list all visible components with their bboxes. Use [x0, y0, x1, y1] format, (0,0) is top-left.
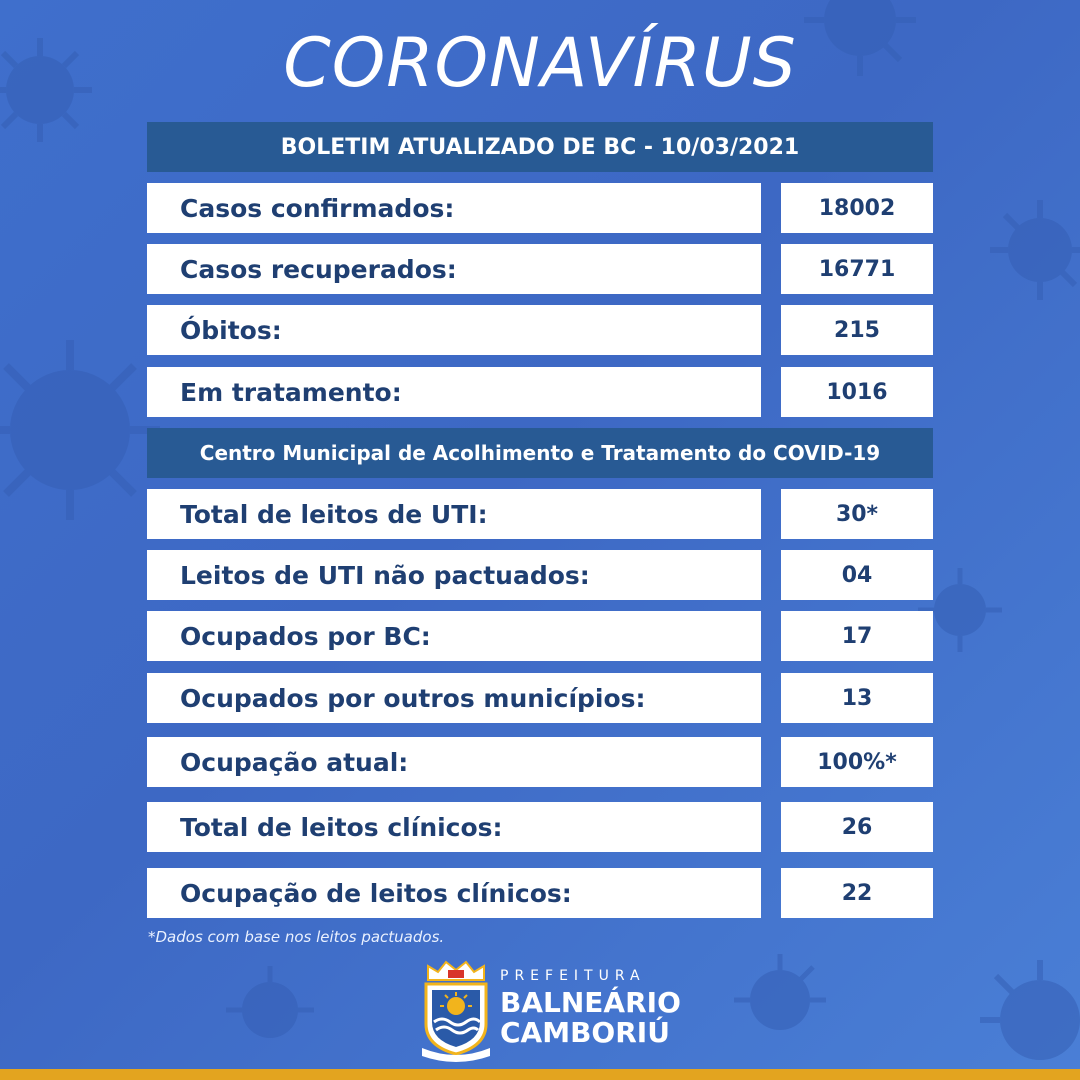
bed-label: Ocupação atual: [147, 737, 761, 787]
page-title: CORONAVÍRUS [283, 24, 797, 103]
bed-label: Ocupados por BC: [147, 611, 761, 661]
bed-label: Leitos de UTI não pactuados: [147, 550, 761, 600]
stat-value: 1016 [781, 367, 933, 417]
prefeitura-label: PREFEITURA [500, 968, 646, 984]
bed-value: 04 [781, 550, 933, 600]
stat-row-in-treatment [147, 367, 933, 417]
bed-label: Ocupados por outros municípios: [147, 673, 761, 723]
stat-value: 18002 [781, 183, 933, 233]
bed-value: 22 [781, 868, 933, 918]
stat-row-deaths [147, 305, 933, 355]
stat-row-confirmed [147, 183, 933, 233]
prefeitura-logo [418, 958, 681, 1062]
city-name-line1: BALNEÁRIO [500, 986, 681, 1019]
center-header: Centro Municipal de Acolhimento e Tratamento do COVID-19 [147, 428, 933, 478]
bed-label: Total de leitos de UTI: [147, 489, 761, 539]
bed-row-non-agreed-icu [147, 550, 933, 600]
bed-row-occupied-other [147, 673, 933, 723]
city-name-line2: CAMBORIÚ [500, 1016, 670, 1049]
bed-row-current-occupancy [147, 737, 933, 787]
bed-value: 100%* [781, 737, 933, 787]
stat-row-recovered [147, 244, 933, 294]
bed-value: 17 [781, 611, 933, 661]
bottom-stripe [0, 1069, 1080, 1080]
coat-of-arms-icon [418, 958, 494, 1062]
bed-value: 13 [781, 673, 933, 723]
bed-value: 30* [781, 489, 933, 539]
stat-label: Casos confirmados: [147, 183, 761, 233]
stat-value: 215 [781, 305, 933, 355]
stat-value: 16771 [781, 244, 933, 294]
bed-row-occupied-bc [147, 611, 933, 661]
stat-label: Óbitos: [147, 305, 761, 355]
bed-label: Total de leitos clínicos: [147, 802, 761, 852]
bed-value: 26 [781, 802, 933, 852]
bed-row-total-icu [147, 489, 933, 539]
bed-row-clinical-occupancy [147, 868, 933, 918]
stat-label: Em tratamento: [147, 367, 761, 417]
bed-row-total-clinical [147, 802, 933, 852]
footnote: *Dados com base nos leitos pactuados. [148, 928, 445, 946]
bed-label: Ocupação de leitos clínicos: [147, 868, 761, 918]
bulletin-header: BOLETIM ATUALIZADO DE BC - 10/03/2021 [147, 122, 933, 172]
stat-label: Casos recuperados: [147, 244, 761, 294]
